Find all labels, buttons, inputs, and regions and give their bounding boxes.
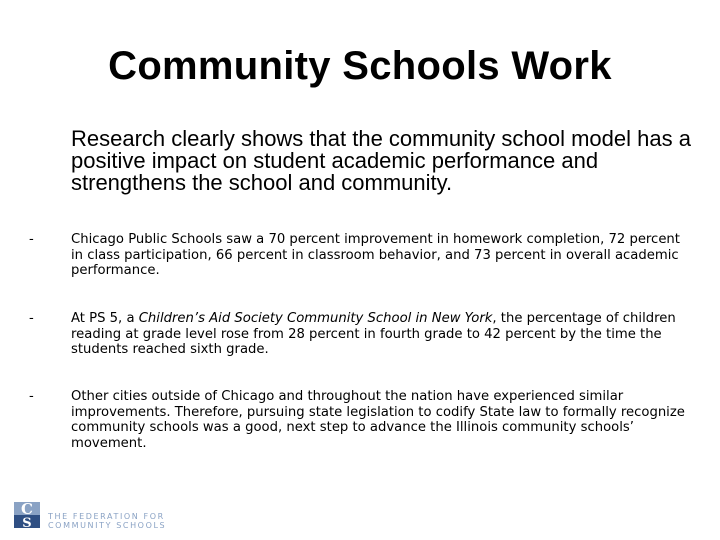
logo-line-1: THE FEDERATION FOR xyxy=(48,512,165,521)
bullet-marker: - xyxy=(29,232,34,247)
slide-title: Community Schools Work xyxy=(108,44,612,88)
federation-logo xyxy=(12,500,272,534)
bullet-text-start: At PS 5, a xyxy=(71,311,139,326)
bullet-text-italic: Children’s Aid Society Community School in New York xyxy=(138,311,493,326)
bullet-marker: - xyxy=(29,311,34,326)
svg-text:S: S xyxy=(22,516,32,530)
intro-paragraph: Research clearly shows that the community school model has a positive impact on student academic performance and strengthens the school and community. xyxy=(71,126,691,195)
bullet-item xyxy=(29,389,691,451)
bullet-text: Other cities outside of Chicago and throughout the nation have experienced similar improvements. Therefore, pursuing state legislation to codify State law to formally recognize community schools was a good, next step to advance the Illinois community schools’ movement. xyxy=(71,389,685,451)
cs-logo-mark-icon xyxy=(12,500,42,530)
bullet-text-end: , the percentage of children reading at grade level rose from 28 percent in fourth grade to 42 percent by the time the students reached sixth grade. xyxy=(71,311,676,357)
logo-line-2: COMMUNITY SCHOOLS xyxy=(48,521,167,530)
bullet-item xyxy=(29,311,691,358)
bullet-item xyxy=(29,232,691,279)
bullet-marker: - xyxy=(29,389,34,404)
svg-text:C: C xyxy=(21,500,33,518)
bullet-text: Chicago Public Schools saw a 70 percent improvement in homework completion, 72 percent in class participation, 66 percent in classroom behavior, and 73 percent in overall academic performance. xyxy=(71,232,680,278)
